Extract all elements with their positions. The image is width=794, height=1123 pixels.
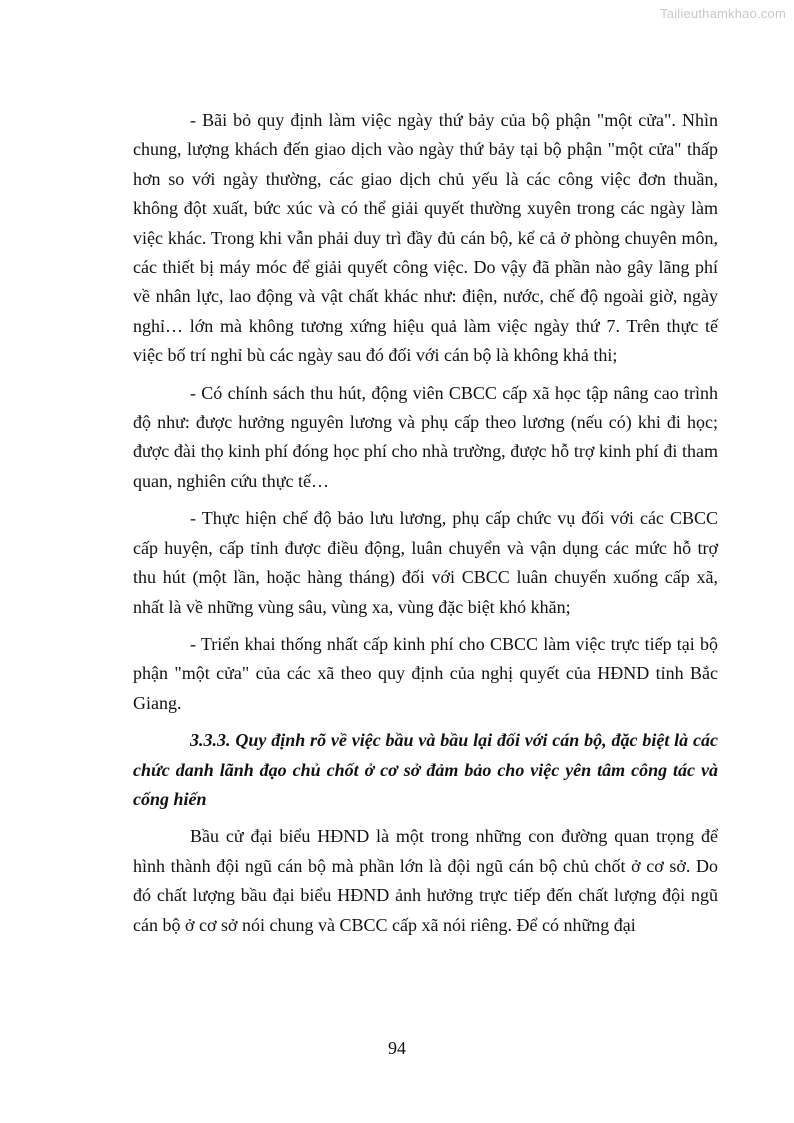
page-body <box>133 106 718 940</box>
page-number: 94 <box>388 1038 406 1058</box>
paragraph-elections: Bầu cử đại biểu HĐND là một trong những con đường quan trọng để hình thành đội ngũ cán bộ mà phần lớn là đội ngũ cán bộ chủ chốt ở cơ sở. Do đó chất lượng bầu đại biểu HĐND ảnh hưởng trực tiếp đến chất lượng đội ngũ cán bộ ở cơ sở nói chung và CBCC cấp xã nói riêng. Để có những đại <box>133 826 718 935</box>
section-heading: 3.3.3. Quy định rõ về việc bầu và bầu lại đối với cán bộ, đặc biệt là các chức danh lãnh đạo chủ chốt ở cơ sở đảm bảo cho việc yên tâm công tác và cống hiến <box>133 730 718 809</box>
paragraph-one-stop-funding: - Triển khai thống nhất cấp kinh phí cho CBCC làm việc trực tiếp tại bộ phận "một cửa" của các xã theo quy định của nghị quyết của HĐND tỉnh Bắc Giang. <box>133 633 718 713</box>
paragraph-study-incentives: - Có chính sách thu hút, động viên CBCC cấp xã học tập nâng cao trình độ như: được hưởng nguyên lương và phụ cấp theo lương (nếu có) khi đi học; được đài thọ kinh phí đóng học phí cho nhà trường, được hỗ trợ kinh phí đi tham quan, nghiên cứu thực tế… <box>133 382 718 491</box>
paragraph-saturday-policy: - Bãi bỏ quy định làm việc ngày thứ bảy của bộ phận "một cửa". Nhìn chung, lượng khách đến giao dịch vào ngày thứ bảy tại bộ phận "một cửa" thấp hơn so với ngày thường, các giao dịch chủ yếu là các công việc đơn thuần, không đột xuất, bức xúc và có thể giải quyết thường xuyên trong các ngày làm việc khác. Trong khi vẫn phải duy trì đầy đủ cán bộ, kể cả ở phòng chuyên môn, các thiết bị máy móc để giải quyết công việc. Do vậy đã phần nào gây lãng phí về nhân lực, lao động và vật chất khác như: điện, nước, chế độ ngoài giờ, ngày nghỉ… lớn mà không tương xứng hiệu quả làm việc ngày thứ 7. Trên thực tế việc bố trí nghỉ bù các ngày sau đó đối với cán bộ là không khả thi; <box>133 110 718 366</box>
watermark: Tailieuthamkhao.com <box>660 6 786 21</box>
paragraph-salary-retention: - Thực hiện chế độ bảo lưu lương, phụ cấp chức vụ đối với các CBCC cấp huyện, cấp tỉnh được điều động, luân chuyển và vận dụng các mức hỗ trợ thu hút (một lần, hoặc hàng tháng) đối với CBCC luân chuyển xuống cấp xã, nhất là về những vùng sâu, vùng xa, vùng đặc biệt khó khăn; <box>133 508 718 617</box>
